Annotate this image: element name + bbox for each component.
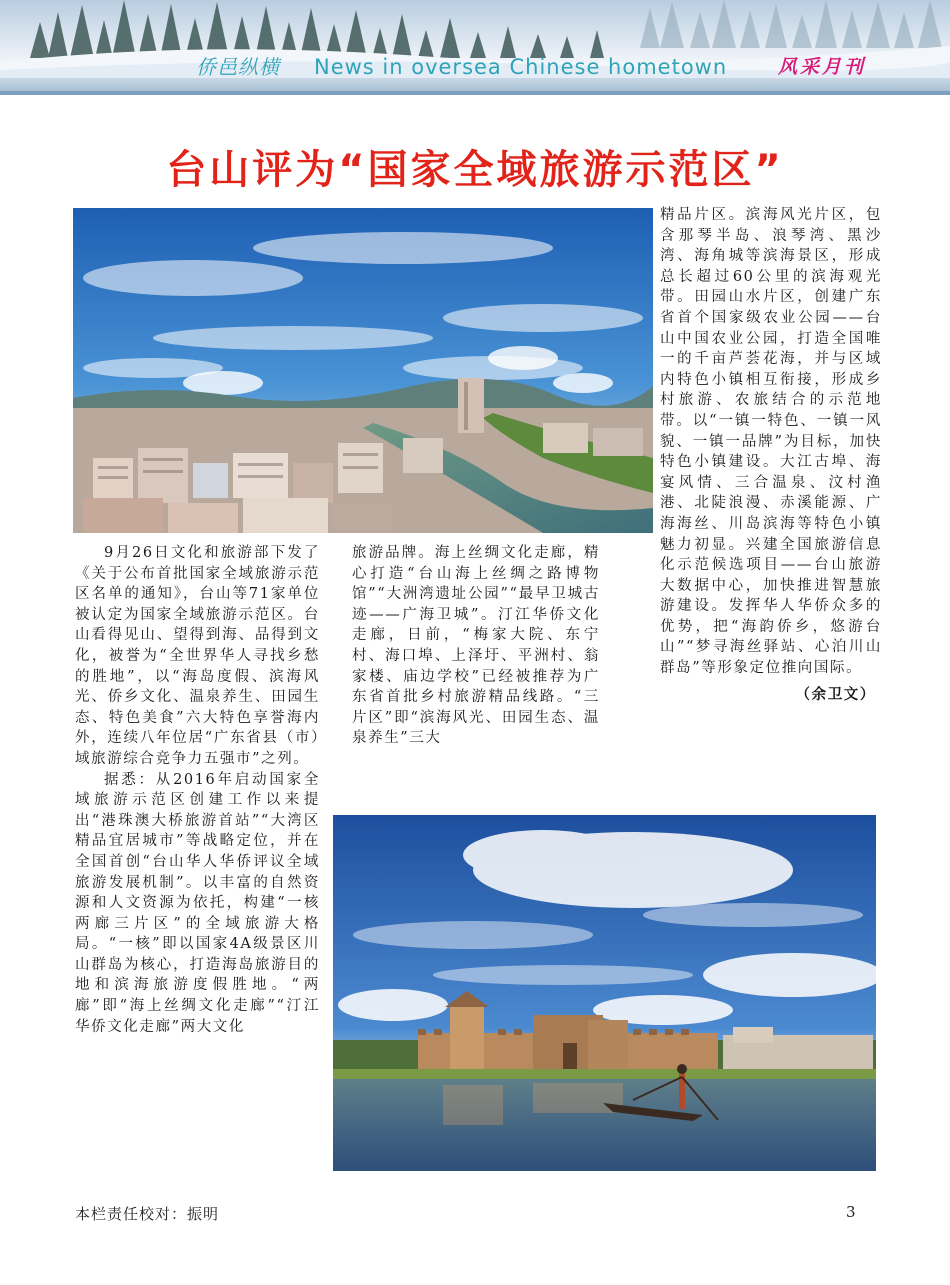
article-column-1 (75, 543, 320, 1037)
header-banner (0, 0, 950, 95)
banner-divider (0, 91, 950, 95)
english-column-title: News in oversea Chinese hometown (314, 55, 728, 79)
article-column-3 (660, 205, 882, 705)
page-number: 3 (846, 1203, 856, 1221)
column-name: 侨邑纵横 (196, 55, 280, 79)
paragraph: 9月26日文化和旅游部下发了《关于公布首批国家全域旅游示范区名单的通知》，台山等71家单位被认定为国家全域旅游示范区。台山看得见山、望得到海、品得到文化，被誉为“全世界华人寻找乡愁的胜地”，以“海岛度假、滨海风光、侨乡文化、温泉养生、田园生态、特色美食”六大特色享誉海内外，连续八年位居“广东省县（市）域旅游综合竞争力五强市”之列。 (75, 545, 320, 767)
paragraph: 据悉：从2016年启动国家全域旅游示范区创建工作以来提出“港珠澳大桥旅游首站”“大湾区精品宜居城市”等战略定位，并在全国首创“台山华人华侨评议全域旅游发展机制”。以丰富的自然资源和人文资源为依托，构建“一核两廊三片区”的全域旅游大格局。“一核”即以国家4A级景区川山群岛为核心，打造海岛旅游目的地和滨海旅游度假胜地。“两廊”即“海上丝绸文化走廊”“汀江华侨文化走廊”两大文化 (75, 771, 320, 1035)
column-2-text: 旅游品牌。海上丝绸文化走廊，精心打造“台山海上丝绸之路博物馆”“大洲湾遗址公园”“最早卫城古迹——广海卫城”。汀江华侨文化走廊，日前，“梅家大院、东宁村、海口埠、上泽圩、平洲村、翁家楼、庙边学校”已经被推荐为广东省首批乡村旅游精品线路。“三片区”即“滨海风光、田园生态、温泉养生”三大 (352, 545, 600, 747)
city-skyline-photo (73, 208, 653, 533)
article-title: 台山评为“国家全域旅游示范区” (166, 147, 784, 193)
coastal-fort-photo (333, 815, 876, 1171)
author-byline: （余卫文） (795, 685, 876, 703)
proofreader-credit: 本栏责任校对：振明 (75, 1205, 220, 1223)
article-column-2 (352, 543, 600, 749)
magazine-name: 风采月刊 (778, 56, 867, 78)
column-3-text: 精品片区。滨海风光片区，包含那琴半岛、浪琴湾、黑沙湾、海角城等滨海景区，形成总长超过60公里的滨海观光带。田园山水片区，创建广东省首个国家级农业公园——台山中国农业公园，打造全国唯一的千亩芦荟花海，并与区域内特色小镇相互衔接，形成乡村旅游、农旅结合的示范地带。以“一镇一特色、一镇一风貌、一镇一品牌”为目标，加快特色小镇建设。大江古埠、海宴风情、三合温泉、汶村渔港、北陡浪漫、赤溪能源、广海海丝、川岛滨海等特色小镇魅力初显。兴建全国旅游信息化示范候选项目——台山旅游大数据中心，加快推进智慧旅游建设。发挥华人华侨众多的优势，把“海韵侨乡，悠游台山”“梦寻海丝驿站、心泊川山群岛”等形象定位推向国际。 (660, 207, 882, 677)
